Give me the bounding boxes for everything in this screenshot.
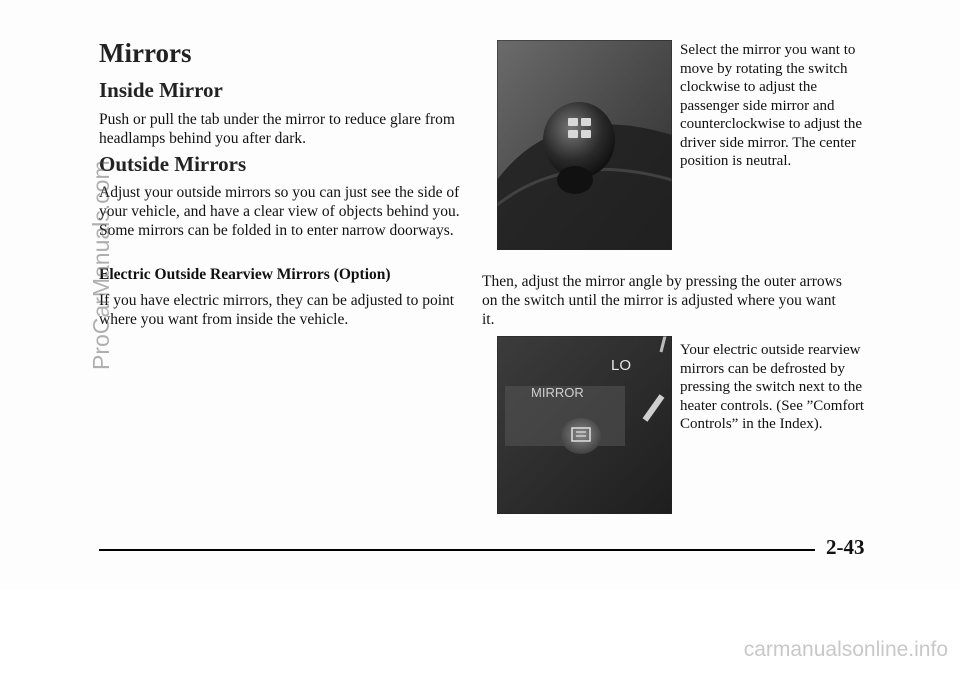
- inside-mirror-heading: Inside Mirror: [99, 78, 223, 102]
- adjust-angle-text: Then, adjust the mirror angle by pressing the outer arrows on the switch until the mirror is adjusted where you want it.: [482, 273, 842, 329]
- mirror-switch-caption: Select the mirror you want to move by rotating the switch clockwise to adjust the passenger side mirror and counterclockwise to adjust the driver side mirror. The center position is neutral.: [680, 42, 863, 169]
- side-watermark: ProCarManuals.com: [88, 160, 114, 370]
- lo-label: LO: [611, 357, 632, 374]
- footer-rule: [99, 549, 815, 551]
- outside-mirrors-text: Adjust your outside mirrors so you can just see the side of your vehicle, and have a clear view of objects behind you. Some mirrors can be folded in to enter narrow doorways.: [99, 184, 460, 240]
- electric-mirrors-text: If you have electric mirrors, they can be adjusted to point where you want from inside the vehicle.: [99, 292, 455, 329]
- mirror-defrost-caption: Your electric outside rearview mirrors can be defrosted by pressing the switch next to the heater controls. (See ”Comfort Controls” in the Index).: [680, 342, 865, 432]
- page-number: 2-43: [826, 535, 865, 559]
- mirror-switch-photo: [497, 40, 672, 250]
- page-title: Mirrors: [99, 38, 192, 68]
- mirror-defrost-photo: [497, 336, 672, 514]
- electric-mirrors-heading: Electric Outside Rearview Mirrors (Option): [99, 266, 391, 283]
- outside-mirrors-heading: Outside Mirrors: [99, 152, 247, 176]
- mirror-label: MIRROR: [531, 385, 584, 400]
- inside-mirror-text: Push or pull the tab under the mirror to reduce glare from headlamps behind you after dark.: [99, 111, 455, 148]
- footer-watermark: carmanualsonline.info: [743, 638, 948, 661]
